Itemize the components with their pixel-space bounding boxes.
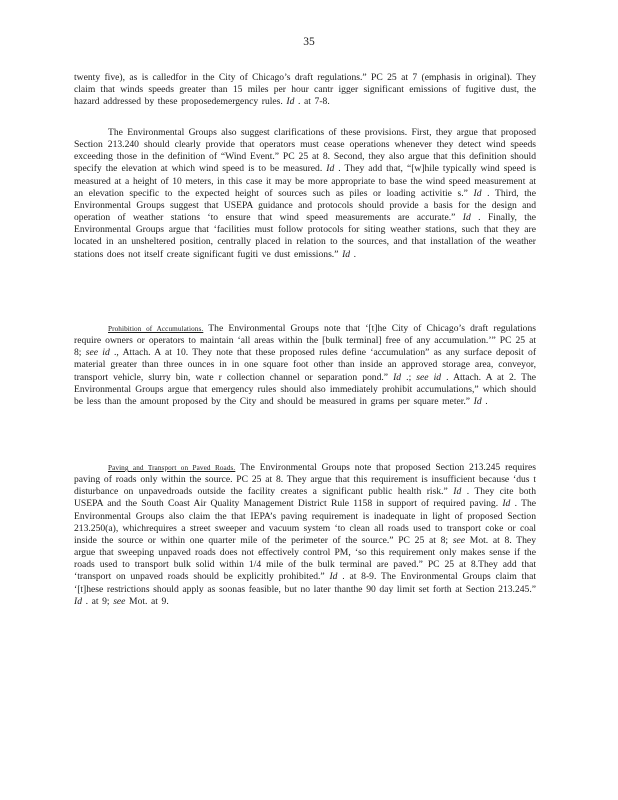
text-run: The Environmental Groups also suggest clarifications of these provisions. First, they argue that proposed Section 213.240 should clearly provide that operators must cease operations whenever they detect wind speeds exceeding those in the definition of “Wind Event.” PC 25 at 8. Second, they also argue that this definition should specify the elevation at which wind speed is to be measured. bbox=[74, 127, 536, 175]
text-run: . at 9; bbox=[82, 595, 114, 607]
paragraph-paving-and-transport bbox=[74, 462, 536, 608]
text-run: The Environmental Groups note that ‘[t]he City of Chicago’s draft regulations require owners or operators to maintain ‘all areas within the [bulk terminal] free of any accumulation.’” PC 25 at 8; bbox=[74, 323, 536, 359]
text-run: . They add that, “[w]hile typically wind speed is measured at a height of 10 meters, in this case it may be more appropriate to base the wind speed measurement at an elevation specific to the expected height of sources such as piles or loading activitie s.” bbox=[74, 163, 536, 199]
paragraph-wind-speed-continued bbox=[74, 72, 536, 108]
citation-signal: Id bbox=[342, 248, 351, 260]
paragraph-prohibition-of-accumulations bbox=[74, 323, 536, 408]
citation-signal: Id bbox=[329, 571, 338, 583]
citation-signal: Id bbox=[473, 395, 482, 407]
citation-signal: see id bbox=[416, 371, 442, 383]
text-run: twenty five), as is calledfor in the City of Chicago’s draft regulations.” PC 25 at 7 (emphasis in original). They claim that winds speeds greater than 15 miles per hour cantr igger significant emissions of fugitive dust, the hazard addressed by these proposedemergency rules. bbox=[74, 72, 536, 108]
text-run: . They cite both USEPA and the South Coast Air Quality Management District Rule 1158 in support of required paving. bbox=[74, 486, 537, 510]
paragraph-text bbox=[74, 462, 536, 608]
citation-signal: Id bbox=[502, 498, 511, 510]
text-run: . Third, the Environmental Groups suggest that USEPA guidance and protocols should provide a basis for the design and operation of weather stations ‘to ensure that wind speed measurements are accurate.” bbox=[74, 187, 536, 224]
citation-signal: Id bbox=[286, 96, 295, 108]
paragraph-text bbox=[74, 72, 536, 108]
text-run: . Finally, the Environmental Groups argue that ‘facilities must follow protocols for siting weather stations, such that they are located in an unsheltered position, centrally placed in relation to the sources, and that installation of the weather stations does not itself create significant fugiti ve dust emissions.” bbox=[74, 212, 537, 260]
citation-signal: Id bbox=[453, 486, 462, 498]
citation-signal: see bbox=[113, 595, 126, 607]
paragraph-text bbox=[74, 127, 536, 261]
text-run: . bbox=[350, 248, 357, 260]
page-number: 35 bbox=[303, 36, 315, 48]
citation-signal: Id bbox=[326, 163, 335, 175]
text-run: Mot. at 8. They argue that sweeping unpaved roads does not effectively control PM, ‘so this requirement only makes sense if the roads used to transport bulk solid within 1/4 mile of the bulk terminal are paved.” PC 25 at 8.They add that ‘transport on unpaved roads should be explicitly prohibited.” bbox=[74, 534, 536, 583]
text-run: . bbox=[481, 395, 488, 407]
text-run: .; bbox=[401, 371, 417, 383]
section-heading: Prohibition of Accumulations. bbox=[108, 325, 204, 333]
paragraph-text bbox=[74, 323, 536, 408]
citation-signal: Id bbox=[462, 212, 471, 224]
citation-signal: Id bbox=[393, 371, 402, 383]
citation-signal: Id bbox=[74, 595, 82, 607]
text-run: . Attach. A at 2. The Environmental Groups argue that emergency rules should also immediately prohibit accumulations,” which should be less than the amount proposed by the City and should be measured in grams per square meter.” bbox=[74, 371, 536, 407]
citation-signal: Id bbox=[473, 187, 482, 199]
text-run: . at 7-8. bbox=[294, 96, 330, 108]
text-run: ., Attach. A at 10. They note that these proposed rules define ‘accumulation” as any surface deposit of material greater than three ounces in in one square foot other than inside an approved storage area, conveyor, transport vehicle, slurry bin, wate r collection channel or separation pond.” bbox=[74, 347, 537, 383]
text-run: Mot. at 9. bbox=[125, 595, 169, 607]
section-heading: Paving and Transport on Paved Roads. bbox=[108, 464, 236, 472]
text-run: The Environmental Groups note that proposed Section 213.245 requires paving of roads only within the source. PC 25 at 8. They argue that this requirement is insufficient because ‘dus t disturbance on unpavedroads outside the facility creates a significant public health risk.” bbox=[74, 462, 536, 498]
citation-signal: see bbox=[452, 534, 466, 546]
text-run: . The Environmental Groups also claim the that IEPA’s paving requirement is inadequate in light of proposed Section 213.250(a), whichrequires a street sweeper and vacuum system ‘to clean all roads used to transport coke or coal inside the source or within one quarter mile of the perimeter of the source.” PC 25 at 8; bbox=[74, 498, 537, 546]
paragraph-clarifications bbox=[74, 127, 536, 261]
citation-signal: see id bbox=[85, 347, 110, 359]
text-run: . at 8-9. The Environmental Groups claim that ‘[t]hese restrictions should apply as soonas feasible, but no later thanthe 90 day limit set forth at Section 213.245.” bbox=[74, 571, 536, 595]
